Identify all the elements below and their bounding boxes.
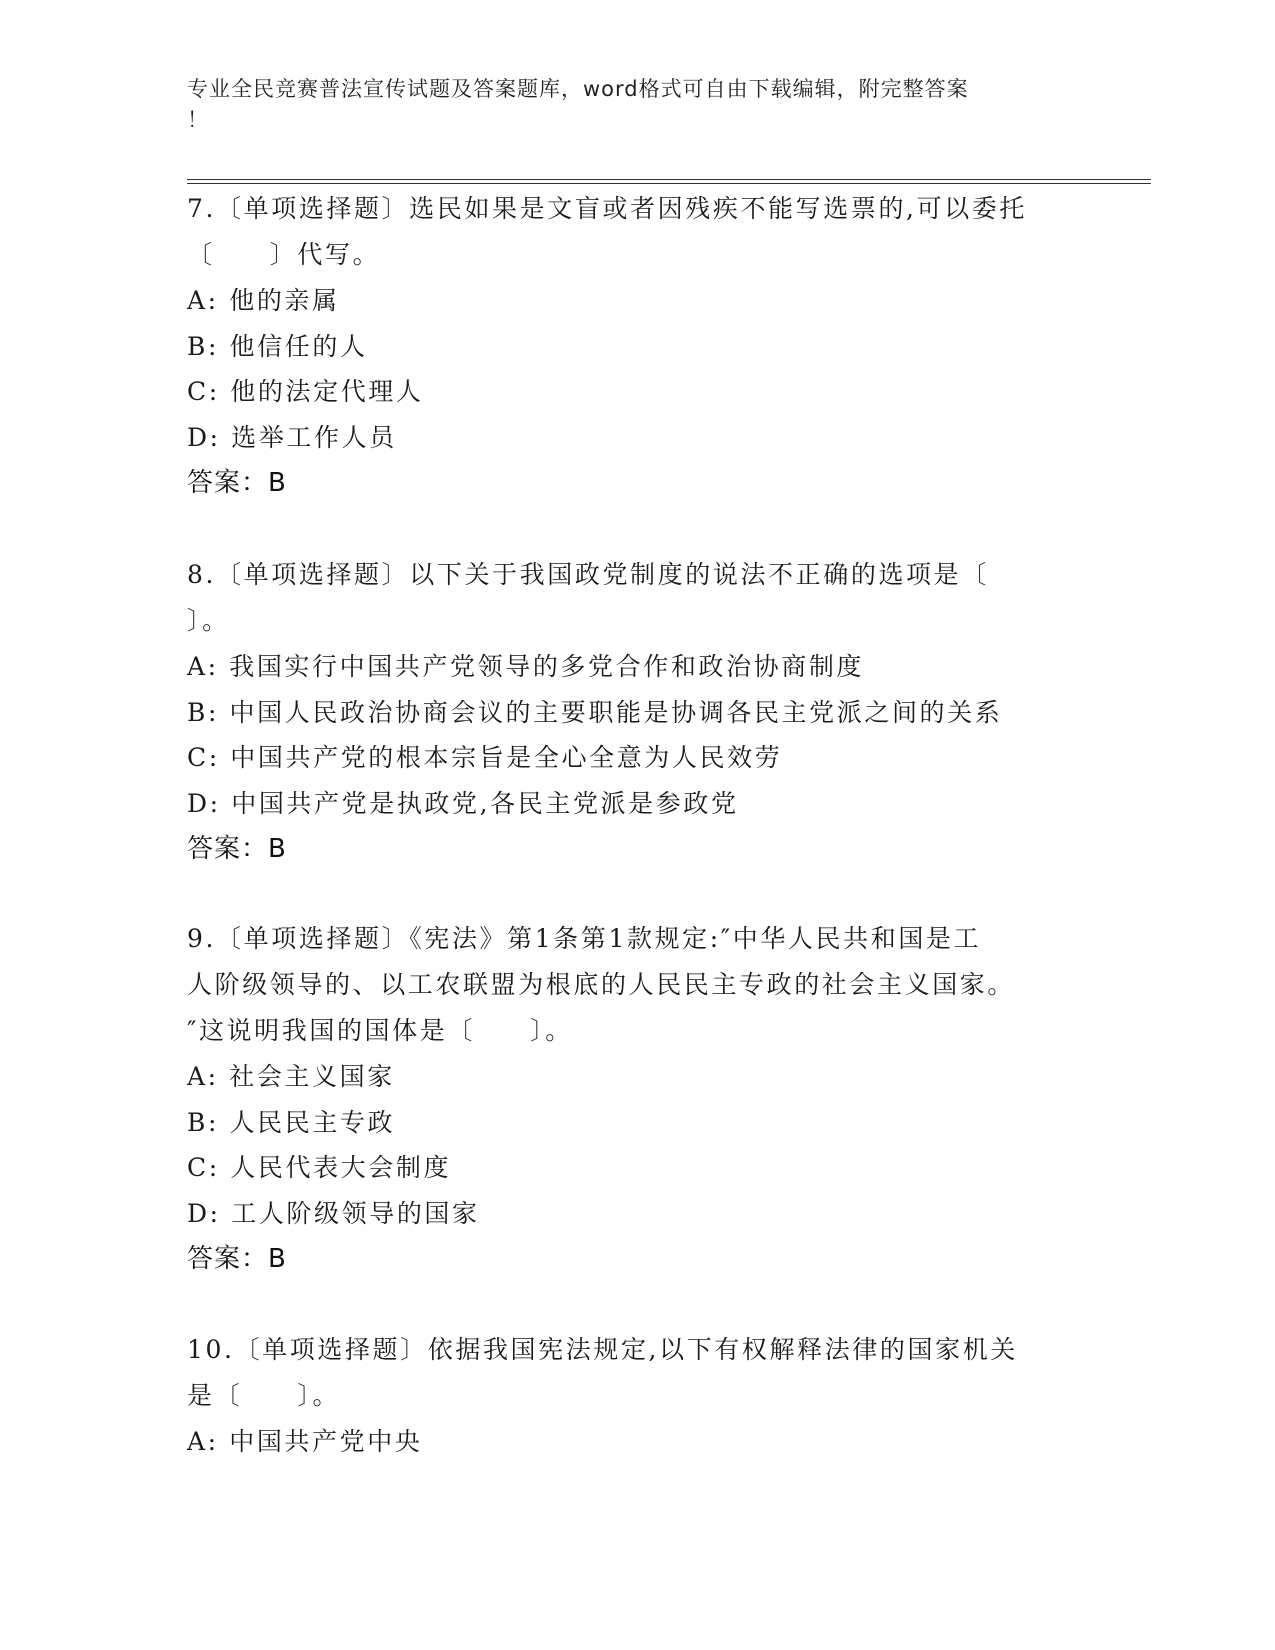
question-stem-line: ″这说明我国的国体是〔 〕。 bbox=[187, 1016, 573, 1045]
option-c: C: 中国共产党的根本宗旨是全心全意为人民效劳 bbox=[187, 743, 783, 772]
question-stem-line: 9.〔单项选择题〕《宪法》第1条第1款规定:″中华人民共和国是工 bbox=[187, 924, 982, 953]
question-stem-line: 人阶级领导的、以工农联盟为根底的人民民主专政的社会主义国家。 bbox=[187, 970, 1016, 999]
option-a: A: 中国共产党中央 bbox=[187, 1427, 423, 1456]
option-a: A: 他的亲属 bbox=[187, 286, 340, 315]
option-a: A: 社会主义国家 bbox=[187, 1062, 395, 1091]
question-stem-line: 8.〔单项选择题〕以下关于我国政党制度的说法不正确的选项是〔 bbox=[187, 560, 989, 589]
answer: 答案：B bbox=[187, 1244, 287, 1274]
option-b: B: 他信任的人 bbox=[187, 331, 368, 361]
question-8 bbox=[187, 552, 1087, 872]
question-7 bbox=[187, 186, 1087, 506]
header-rule-top bbox=[187, 179, 1151, 180]
option-d: D: 中国共产党是执政党,各民主党派是参政党 bbox=[187, 788, 739, 818]
option-d: D: 选举工作人员 bbox=[187, 422, 397, 452]
question-stem-line: 〔 〕代写。 bbox=[187, 240, 381, 269]
option-c: C: 他的法定代理人 bbox=[187, 377, 424, 406]
question-stem-line: 〕。 bbox=[187, 606, 230, 635]
option-b: B: 中国人民政治协商会议的主要职能是协调各民主党派之间的关系 bbox=[187, 697, 1003, 727]
option-a: A: 我国实行中国共产党领导的多党合作和政治协商制度 bbox=[187, 652, 865, 681]
question-9 bbox=[187, 916, 1087, 1282]
answer: 答案：B bbox=[187, 834, 287, 864]
question-stem-line: 7.〔单项选择题〕选民如果是文盲或者因残疾不能写选票的,可以委托 bbox=[187, 194, 1028, 223]
question-stem-line: 10.〔单项选择题〕依据我国宪法规定,以下有权解释法律的国家机关 bbox=[187, 1335, 1018, 1364]
question-10 bbox=[187, 1327, 1087, 1465]
header-line-1: 专业全民竞赛普法宣传试题及答案题库，word格式可自由下载编辑，附完整答案 bbox=[187, 77, 969, 101]
header-line-2: ！ bbox=[187, 108, 209, 132]
answer: 答案：B bbox=[187, 468, 287, 498]
option-c: C: 人民代表大会制度 bbox=[187, 1153, 452, 1182]
page-header bbox=[187, 74, 1067, 136]
option-d: D: 工人阶级领导的国家 bbox=[187, 1198, 480, 1228]
option-b: B: 人民民主专政 bbox=[187, 1107, 396, 1137]
header-rule-bottom bbox=[187, 183, 1151, 184]
question-stem-line: 是〔 〕。 bbox=[187, 1381, 341, 1410]
